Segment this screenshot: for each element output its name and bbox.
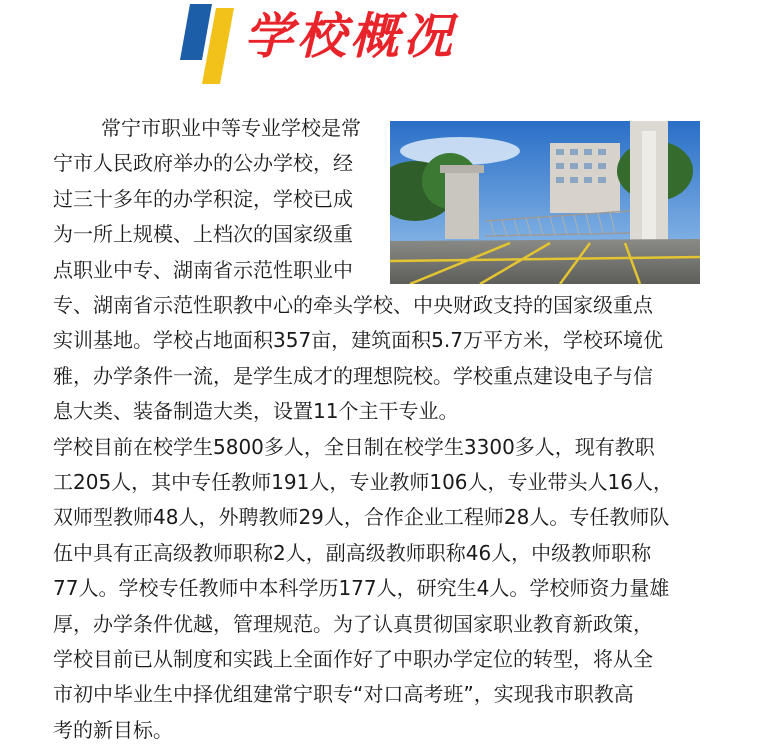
- article-line: 实训基地。学校占地面积357亩，建筑面积5.7万平方米，学校环境优: [53, 328, 663, 353]
- article-line: 息大类、装备制造大类，设置11个主干专业。: [53, 399, 459, 424]
- article-line: 学校目前已从制度和实践上全面作好了中职办学定位的转型，将从全: [53, 647, 653, 671]
- article-line: 伍中具有正高级教师职称2人，副高级教师职称46人，中级教师职称: [53, 540, 652, 565]
- article-line: 为一所上规模、上档次的国家级重: [53, 222, 353, 247]
- article-line: 常宁市职业中等专业学校是常: [101, 116, 361, 140]
- article-line: 点职业中专、湖南省示范性职业中: [53, 257, 353, 282]
- article-line: 厚，办学条件优越，管理规范。为了认真贯彻国家职业教育新政策，: [53, 611, 653, 636]
- article-line: 77人。学校专任教师中本科学历177人，研究生4人。学校师资力量雄: [53, 576, 670, 601]
- article-line: 市初中毕业生中择优组建常宁职专“对口高考班”，实现我市职教高: [53, 682, 634, 707]
- article-line: 学校目前在校学生5800多人，全日制在校学生3300多人，现有教职: [53, 434, 655, 459]
- article-line: 宁市人民政府举办的公办学校，经: [53, 151, 353, 176]
- logo-bars-icon: [176, 4, 236, 84]
- article-line: 考的新目标。: [53, 717, 173, 742]
- page-title: 学校概况: [244, 8, 457, 65]
- article-line: 工205人，其中专任教师191人，专业教师106人，专业带头人16人，: [53, 470, 673, 494]
- article-line: 雅，办学条件一流，是学生成才的理想院校。学校重点建设电子与信: [53, 363, 653, 388]
- school-gate-photo: [390, 121, 700, 284]
- article-line: 专、湖南省示范性职教中心的牵头学校、中央财政支持的国家级重点: [53, 293, 653, 317]
- article-line: 过三十多年的办学积淀，学校已成: [53, 186, 353, 211]
- article-line: 双师型教师48人，外聘教师29人，合作企业工程师28人。专任教师队: [53, 505, 670, 530]
